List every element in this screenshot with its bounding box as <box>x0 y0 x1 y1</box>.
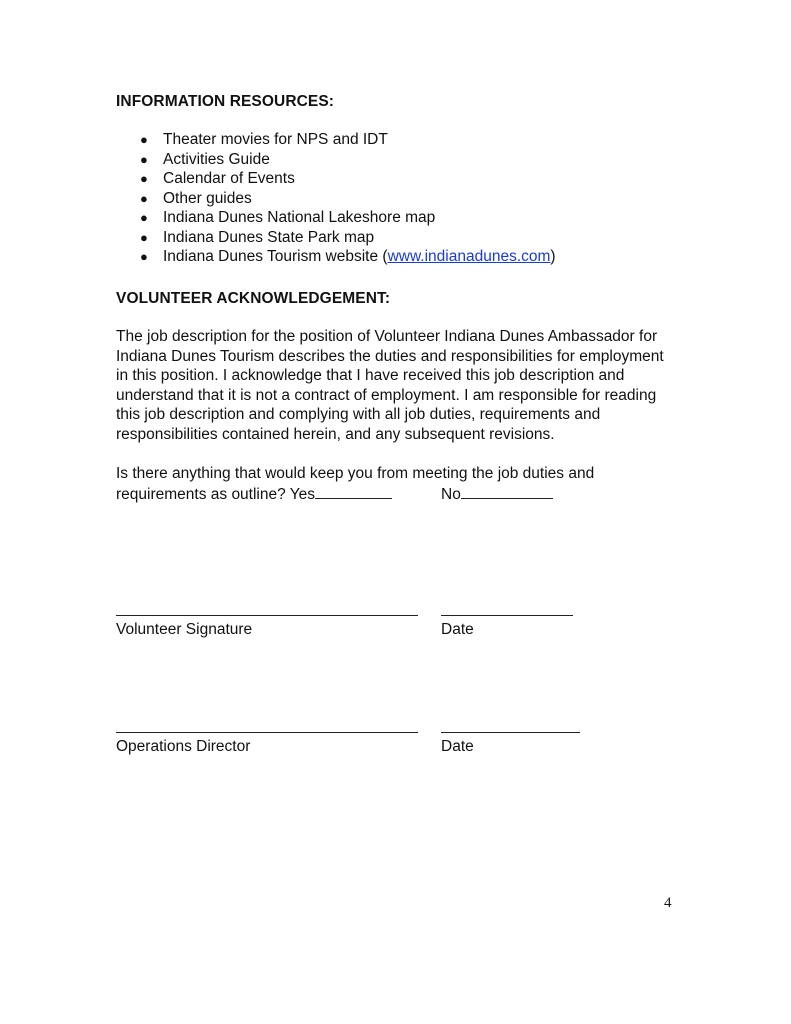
bullet-icon: ● <box>140 132 148 147</box>
yes-blank-field[interactable] <box>315 484 392 499</box>
list-item-website <box>116 247 556 267</box>
list-item-text: Indiana Dunes State Park map <box>163 228 375 246</box>
paragraph-line: responsibilities contained herein, and any subsequent revisions. <box>116 425 555 443</box>
acknowledgement-paragraph <box>116 327 696 445</box>
bullet-icon: ● <box>140 190 148 206</box>
volunteer-signature-label: Volunteer Signature <box>116 621 253 638</box>
bullet-icon: ● <box>140 151 148 167</box>
director-signature-line[interactable] <box>116 732 418 733</box>
list-item-text: Calendar of Events <box>163 170 295 187</box>
information-resources-list <box>116 130 556 267</box>
paragraph-line: Indiana Dunes Tourism describes the duties and responsibilities for employment <box>116 347 664 365</box>
volunteer-date-label: Date <box>441 621 474 638</box>
question-answer-line <box>116 484 696 505</box>
list-item-text: Other guides <box>163 189 252 207</box>
no-blank-field[interactable] <box>461 484 553 499</box>
list-item <box>116 169 556 189</box>
director-date-line[interactable] <box>441 732 580 733</box>
volunteer-date-line[interactable] <box>441 615 573 616</box>
volunteer-acknowledgement-heading: VOLUNTEER ACKNOWLEDGEMENT: <box>116 290 391 307</box>
information-resources-heading: INFORMATION RESOURCES: <box>116 93 335 110</box>
question-line: Is there anything that would keep you from meeting the job duties and <box>116 465 595 482</box>
question-text: requirements as outline? Yes <box>116 485 316 503</box>
bullet-icon: ● <box>140 171 148 186</box>
paragraph-line: in this position. I acknowledge that I have received this job description and <box>116 367 625 385</box>
paragraph-line: this job description and complying with all job duties, requirements and <box>116 406 601 424</box>
paragraph-line: The job description for the position of Volunteer Indiana Dunes Ambassador for <box>116 328 658 345</box>
operations-director-label: Operations Director <box>116 738 251 755</box>
bullet-icon: ● <box>140 229 148 245</box>
list-item <box>116 228 556 248</box>
list-item-text: Indiana Dunes National Lakeshore map <box>163 209 436 226</box>
director-date-label: Date <box>441 738 474 755</box>
website-item-suffix: ) <box>550 248 556 265</box>
list-item <box>116 208 556 228</box>
no-answer <box>441 484 553 505</box>
website-link[interactable]: www.indianadunes.com <box>387 248 551 265</box>
website-item-prefix: Indiana Dunes Tourism website ( <box>163 248 388 265</box>
list-item-text: Activities Guide <box>163 150 270 168</box>
question-paragraph <box>116 464 696 504</box>
list-item <box>116 189 556 209</box>
bullet-icon: ● <box>140 249 148 264</box>
list-item <box>116 150 556 170</box>
bullet-icon: ● <box>140 210 148 225</box>
list-item <box>116 130 556 150</box>
list-item-text: Theater movies for NPS and IDT <box>163 131 388 148</box>
no-label: No <box>441 485 461 503</box>
volunteer-signature-line[interactable] <box>116 615 418 616</box>
page-number: 4 <box>664 895 672 911</box>
paragraph-line: understand that it is not a contract of employment. I am responsible for reading <box>116 386 657 404</box>
